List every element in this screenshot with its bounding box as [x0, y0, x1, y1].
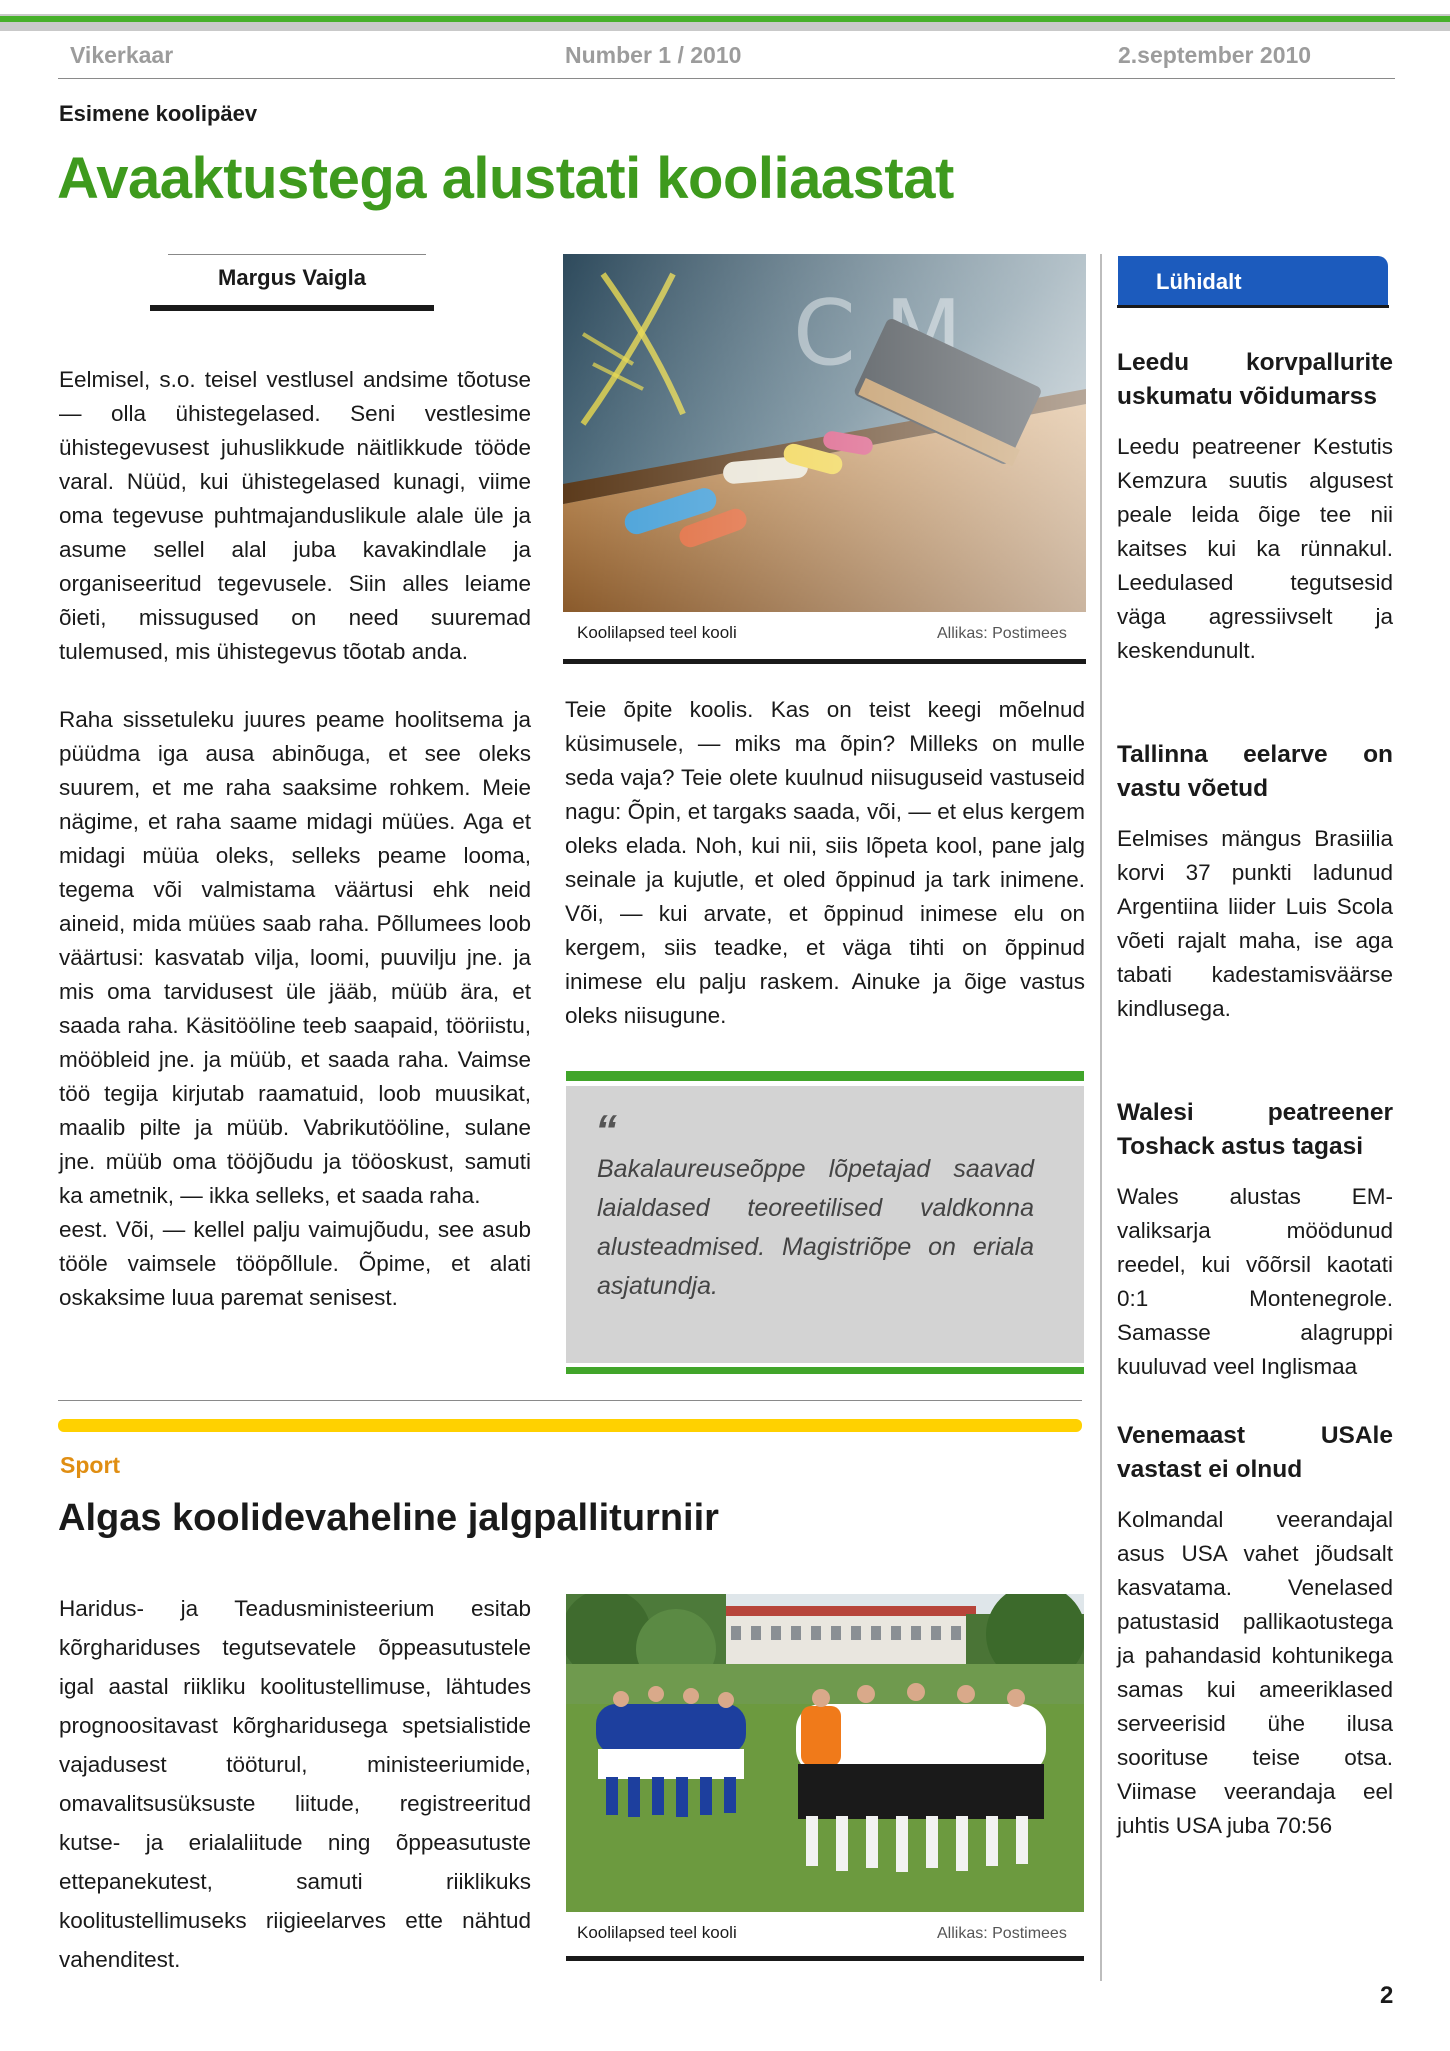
chalkboard-caption-rule	[563, 659, 1086, 664]
article-column-2	[565, 693, 1085, 1033]
sidebar-item-body: Eelmises mängus Brasiilia korvi 37 punkti ladunud Argentiina liider Luis Scola võeti rajalt maha, ise aga tabati kadestamisväärse kindlusega.	[1117, 826, 1393, 1021]
column-1-paragraph: eest. Või, — kellel palju vaimujõudu, see asub tööle vaimsele tööpõllule. Õpime, et alati oskaksime luua paremat senisest.	[59, 1217, 531, 1310]
sidebar-divider	[1100, 254, 1102, 1981]
chalkboard-source: Allikas: Postimees	[937, 625, 1067, 642]
soccer-caption: Koolilapsed teel kooli	[577, 1923, 737, 1942]
section-divider	[58, 1400, 1082, 1401]
top-green-bar	[0, 16, 1450, 22]
sport-section-label: Sport	[60, 1452, 121, 1478]
issue-number: Number 1 / 2010	[565, 42, 742, 68]
sidebar-item-body: Kolmandal veerandajal asus USA vahet jõudsalt kasvatama. Venelased patustasid pallikaotustega ja pahandasid kohtunikega samas kui ameeriklased serveerisid ühe ilusa soorituse teise otsa. Viimase veerandaja eel juhtis USA juba 70:56	[1117, 1507, 1393, 1838]
chalkboard-caption: Koolilapsed teel kooli	[577, 623, 737, 642]
sidebar-item	[1117, 1096, 1393, 1384]
sidebar-item-title: Leedu korvpallurite uskumatu võidumarss	[1117, 349, 1393, 410]
author-rule-bottom	[150, 305, 434, 311]
sidebar-item-title: Venemaast USAle vastast ei olnud	[1117, 1422, 1393, 1483]
soccer-team-photo	[566, 1594, 1084, 1912]
sport-body-column	[59, 1589, 531, 1979]
column-2-paragraph: Teie õpite koolis. Kas on teist keegi mõelnud küsimusele, — miks ma õpin? Milleks on mulle seda vaja? Teie olete kuulnud niisuguseid vastuseid nagu: Õpin, et targaks saada, või, — et elus kergem oleks elada. Noh, kui nii, siis lõpeta kool, pane jalg seinale ja kujutle, et oled õppinud ja tark inimene. Või, — kui arvate, et õppinud inimese elu on kergem, siis teadke, et väga tihti on õppinud inimese elu palju raskem. Ainuke ja õige vastus oleks niisugune.	[565, 697, 1085, 1028]
quote-top-bar	[566, 1071, 1084, 1081]
sport-body-text: Haridus- ja Teadusministeerium esitab kõrghariduses tegutsevatele õppeasutustele igal aastal riikliku koolitustellimuse, lähtudes prognoositavast kõrgharidusega spetsialistide vajadusest tööturul, ministeeriumide, omavalitsusüksuste liitude, registreeritud kutse- ja erialaliitude ning õppeasutuste ettepanekutest, samuti riiklikuks koolitustellimuseks riigieelarves ette nähtud vahenditest.	[59, 1596, 531, 1972]
sidebar-item-body: Wales alustas EM-valiksarja möödunud reedel, kui võõrsil kaotati 0:1 Montenegrole. Samasse alagruppi kuuluvad veel Inglismaa	[1117, 1184, 1393, 1379]
sidebar-tab-label: Lühidalt	[1156, 269, 1242, 294]
publication-name: Vikerkaar	[70, 42, 174, 68]
sidebar-item-body: Leedu peatreener Kestutis Kemzura suutis algusest peale leida õige tee nii kaitses kui ka rünnakul. Leedulased tegutsesid väga agressiivselt ja keskendunult.	[1117, 434, 1393, 663]
author-rule-top	[168, 254, 426, 255]
quote-mark-icon: “	[595, 1106, 617, 1155]
article-headline: Avaaktustega alustati kooliaastat	[57, 146, 954, 211]
column-1-paragraph: Eelmisel, s.o. teisel vestlusel andsime tõotuse — olla ühistegelased. Seni vestlesime ühistegevusest juhuslikkude näitlikkude tööde varal. Nüüd, kui ühistegelased kunagi, viime oma tegevuse puhtmajanduslikule alale üle ja asume sellel alal juba kavakindlale ja organiseeritud tegevusele. Siin alles leiame õieti, missugused on need suuremad tulemused, mis ühistegevus tõotab anda.	[59, 367, 531, 664]
sidebar-item-title: Tallinna eelarve on vastu võetud	[1117, 741, 1393, 802]
soccer-caption-rule	[566, 1956, 1084, 1961]
sidebar-item	[1117, 738, 1393, 1026]
article-kicker: Esimene koolipäev	[59, 101, 258, 126]
sidebar-tab-rule	[1117, 305, 1389, 308]
issue-date: 2.september 2010	[1118, 42, 1312, 68]
quote-bottom-bar	[566, 1367, 1084, 1374]
soccer-source: Allikas: Postimees	[937, 1925, 1067, 1942]
sport-headline: Algas koolidevaheline jalgpalliturniir	[58, 1497, 719, 1539]
pull-quote-text: Bakalaureuseõppe lõpetajad saavad laialdased teoreetilised valdkonna alusteadmised. Magistriõpe on eriala asjatundja.	[597, 1155, 1034, 1300]
column-1-paragraph: Raha sissetuleku juures peame hoolitsema ja püüdma iga ausa abinõuga, et see oleks suurem, et me raha saaksime rohkem. Meie nägime, et raha saame midagi müües. Aga et midagi müüa oleks, selleks peame looma, tegema või valmistama väärtusi ehk neid aineid, mida müües saab raha. Põllumees loob väärtusi: kasvatab vilja, loomi, puuvilju jne. ja mis oma tarvidusest üle jääb, müüb ära, et saada raha. Käsitööline teeb saapaid, tööriistu, mööbleid jne. ja müüb, et saada raha. Vaimse töö tegija kirjutab raamatuid, loob muusikat, maalib pilte ja müüb. Vabrikutööline, sulane jne. müüb oma tööjõudu ja tööoskust, samuti ka ametnik, — ikka selleks, et saada raha.	[59, 707, 531, 1208]
sidebar-item	[1117, 1419, 1393, 1843]
page-number: 2	[1380, 1982, 1394, 2009]
article-author: Margus Vaigla	[218, 265, 366, 290]
sidebar-item	[1117, 346, 1393, 668]
chalkboard-photo	[563, 254, 1086, 612]
article-column-1	[59, 363, 531, 1315]
header-divider	[58, 78, 1395, 79]
sport-section-bar	[58, 1419, 1082, 1432]
sidebar-item-title: Walesi peatreener Toshack astus tagasi	[1117, 1099, 1393, 1160]
